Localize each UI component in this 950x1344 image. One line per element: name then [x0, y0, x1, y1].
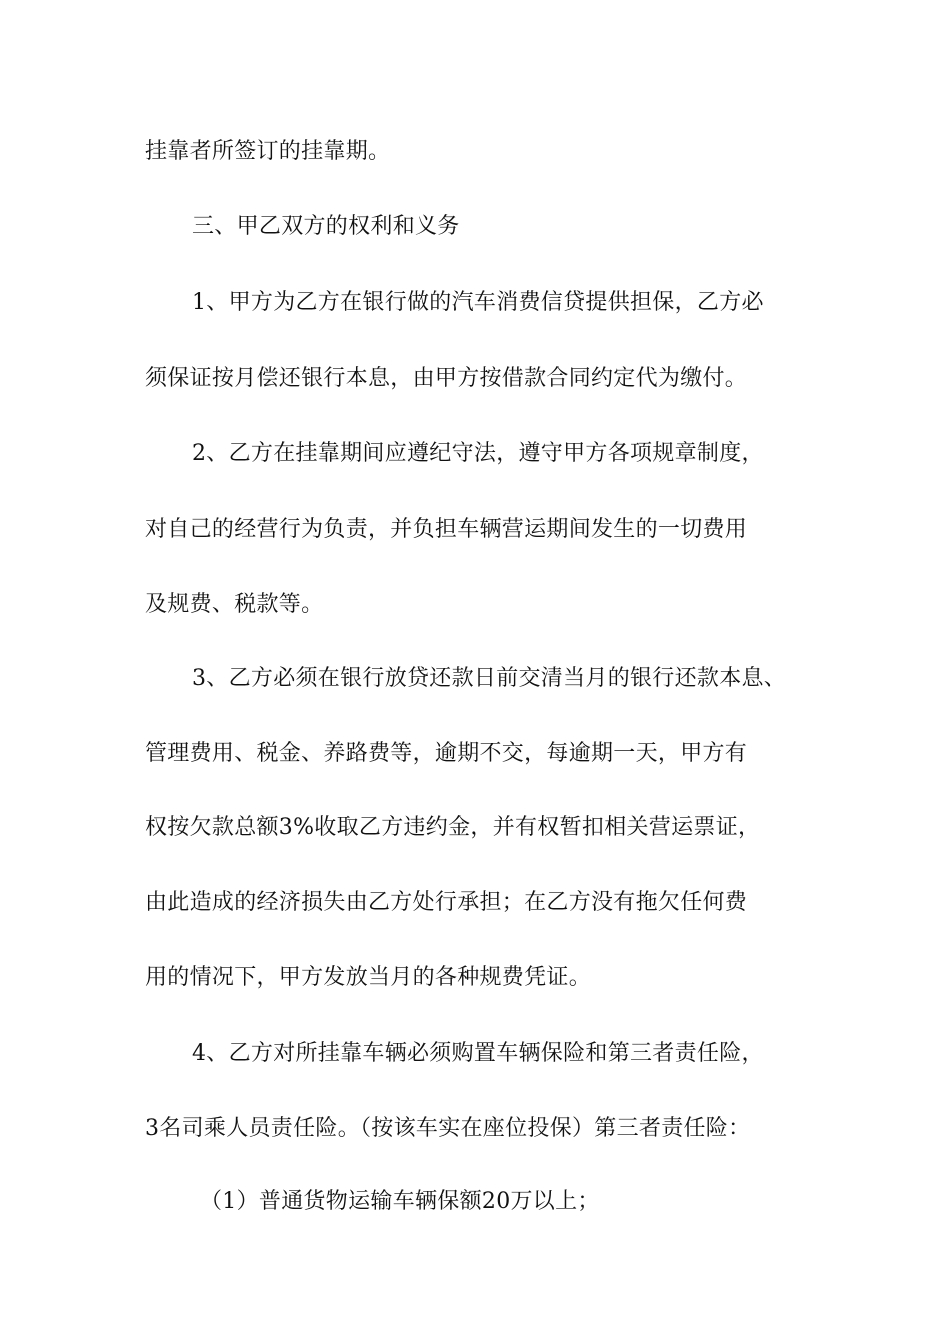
text-line: 及规费、税款等。: [145, 592, 324, 617]
text-line: 须保证按月偿还银行本息，由甲方按借款合同约定代为缴付。: [145, 366, 748, 391]
text-line: 挂靠者所签订的挂靠期。: [145, 139, 391, 164]
text-line: 管理费用、税金、养路费等，逾期不交，每逾期一天，甲方有: [145, 741, 748, 766]
text-line: 4、乙方对所挂靠车辆必须购置车辆保险和第三者责任险，: [192, 1041, 764, 1066]
text-line: 用的情况下，甲方发放当月的各种规费凭证。: [145, 965, 592, 990]
text-line: （1）普通货物运输车辆保额20万以上；: [200, 1189, 600, 1214]
text-line: 3、乙方必须在银行放贷还款日前交清当月的银行还款本息、: [192, 666, 787, 691]
text-line: 权按欠款总额3%收取乙方违约金，并有权暂扣相关营运票证，: [145, 815, 761, 840]
text-line: 3名司乘人员责任险。（按该车实在座位投保）第三者责任险：: [145, 1116, 751, 1141]
text-line: 1、甲方为乙方在银行做的汽车消费信贷提供担保，乙方必: [192, 290, 764, 315]
text-line: 由此造成的经济损失由乙方处行承担；在乙方没有拖欠任何费: [145, 890, 748, 915]
text-line: 对自己的经营行为负责，并负担车辆营运期间发生的一切费用: [145, 517, 748, 542]
section-heading: 三、甲乙双方的权利和义务: [192, 214, 460, 239]
text-line: 2、乙方在挂靠期间应遵纪守法，遵守甲方各项规章制度，: [192, 441, 764, 466]
